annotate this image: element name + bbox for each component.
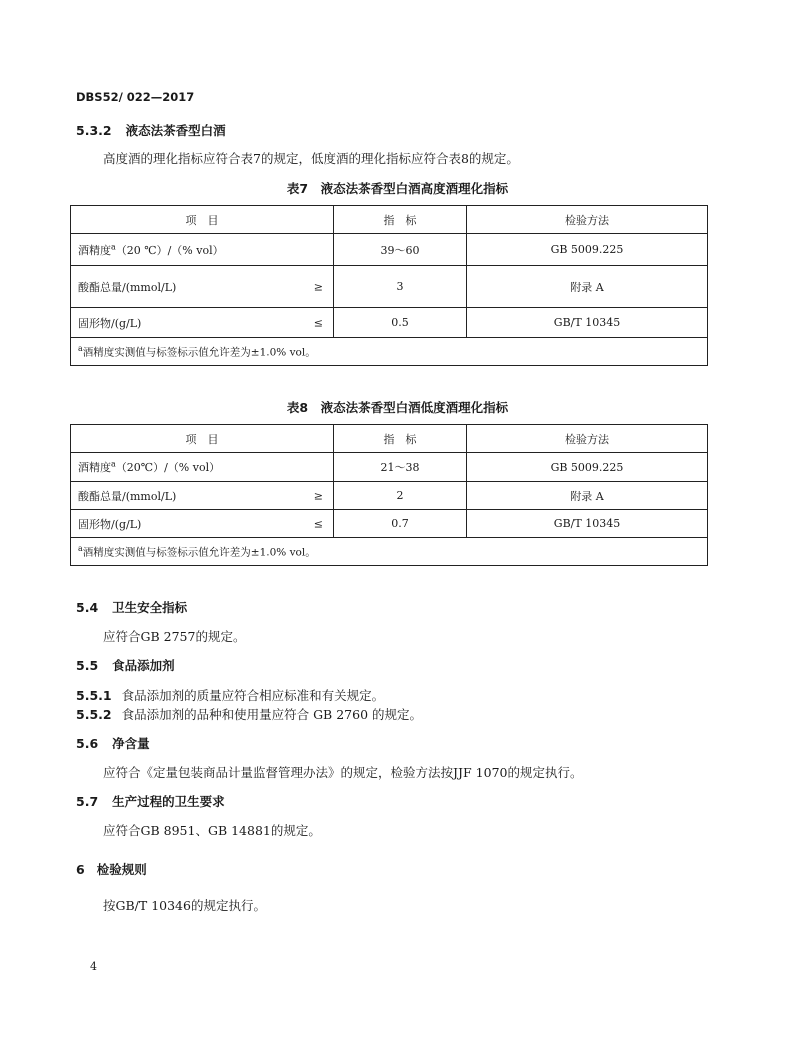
section-6-heading: 6 检验规则 bbox=[76, 862, 147, 877]
table7-caption: 表7 液态法茶香型白酒高度酒理化指标 bbox=[286, 181, 509, 196]
table-row bbox=[71, 510, 708, 538]
section-5-3-2-heading bbox=[76, 121, 226, 139]
row-method: 附录 A bbox=[467, 266, 708, 308]
table7 bbox=[70, 205, 708, 366]
section-5-3-2-text: 高度酒的理化指标应符合表7的规定，低度酒的理化指标应符合表8的规定。 bbox=[103, 151, 519, 166]
header-value: 指 标 bbox=[334, 425, 467, 453]
comparator: ≥ bbox=[313, 489, 323, 502]
header-item: 项 目 bbox=[71, 425, 334, 453]
section-5-7-heading: 5.7 生产过程的卫生要求 bbox=[76, 794, 225, 809]
section-5-5-1: 5.5.1 食品添加剂的质量应符合相应标准和有关规定。 bbox=[76, 688, 385, 703]
section-5-4-text: 应符合GB 2757的规定。 bbox=[103, 629, 246, 644]
row-item: 固形物/(g/L) ≤ bbox=[71, 308, 334, 338]
row-method: 附录 A bbox=[467, 482, 708, 510]
table8-caption: 表8 液态法茶香型白酒低度酒理化指标 bbox=[286, 400, 509, 415]
section-number: 5.3.2 bbox=[76, 123, 112, 138]
comparator: ≤ bbox=[313, 316, 323, 329]
row-value: 21～38 bbox=[334, 453, 467, 482]
section-5-5-2: 5.5.2 食品添加剂的品种和使用量应符合 GB 2760 的规定。 bbox=[76, 707, 422, 722]
table8 bbox=[70, 424, 708, 566]
table-row bbox=[71, 453, 708, 482]
header-item: 项 目 bbox=[71, 206, 334, 234]
row-value: 0.5 bbox=[334, 308, 467, 338]
row-item: 固形物/(g/L) ≤ bbox=[71, 510, 334, 538]
table-row bbox=[71, 234, 708, 266]
table-note-row bbox=[71, 338, 708, 366]
section-5-6-text: 应符合《定量包装商品计量监督管理办法》的规定，检验方法按JJF 1070的规定执行。 bbox=[103, 765, 583, 780]
table-note: $^a$酒精度实测值与标签标示值允许差为±1.0% vol。 bbox=[71, 338, 708, 366]
header-method: 检验方法 bbox=[467, 206, 708, 234]
table-note-row bbox=[71, 538, 708, 566]
section-5-7-text: 应符合GB 8951、GB 14881的规定。 bbox=[103, 823, 321, 838]
row-method: GB 5009.225 bbox=[467, 453, 708, 482]
table-header-row bbox=[71, 425, 708, 453]
section-6-text: 按GB/T 10346的规定执行。 bbox=[103, 898, 266, 913]
row-value: 3 bbox=[334, 266, 467, 308]
comparator: ≤ bbox=[313, 517, 323, 530]
header-method: 检验方法 bbox=[467, 425, 708, 453]
table-note: $^a$酒精度实测值与标签标示值允许差为±1.0% vol。 bbox=[71, 538, 708, 566]
comparator: ≥ bbox=[313, 280, 323, 293]
row-item: 酸酯总量/(mmol/L) ≥ bbox=[71, 266, 334, 308]
section-5-5-heading: 5.5 食品添加剂 bbox=[76, 658, 175, 673]
row-method: GB/T 10345 bbox=[467, 308, 708, 338]
section-title: 液态法茶香型白酒 bbox=[125, 123, 226, 138]
header-value: 指 标 bbox=[334, 206, 467, 234]
table-row bbox=[71, 266, 708, 308]
table-row bbox=[71, 308, 708, 338]
row-value: 0.7 bbox=[334, 510, 467, 538]
row-item: 酒精度$^a$（20℃）/（% vol） bbox=[71, 453, 334, 482]
row-item: 酒精度$^a$（20 ℃）/（% vol） bbox=[71, 234, 334, 266]
row-value: 2 bbox=[334, 482, 467, 510]
section-5-6-heading: 5.6 净含量 bbox=[76, 736, 150, 751]
page-number: 4 bbox=[90, 960, 97, 973]
row-method: GB 5009.225 bbox=[467, 234, 708, 266]
document-code: DBS52/ 022—2017 bbox=[76, 90, 195, 104]
row-value: 39～60 bbox=[334, 234, 467, 266]
section-5-4-heading: 5.4 卫生安全指标 bbox=[76, 600, 188, 615]
table-row bbox=[71, 482, 708, 510]
row-item: 酸酯总量/(mmol/L) ≥ bbox=[71, 482, 334, 510]
table-header-row bbox=[71, 206, 708, 234]
row-method: GB/T 10345 bbox=[467, 510, 708, 538]
